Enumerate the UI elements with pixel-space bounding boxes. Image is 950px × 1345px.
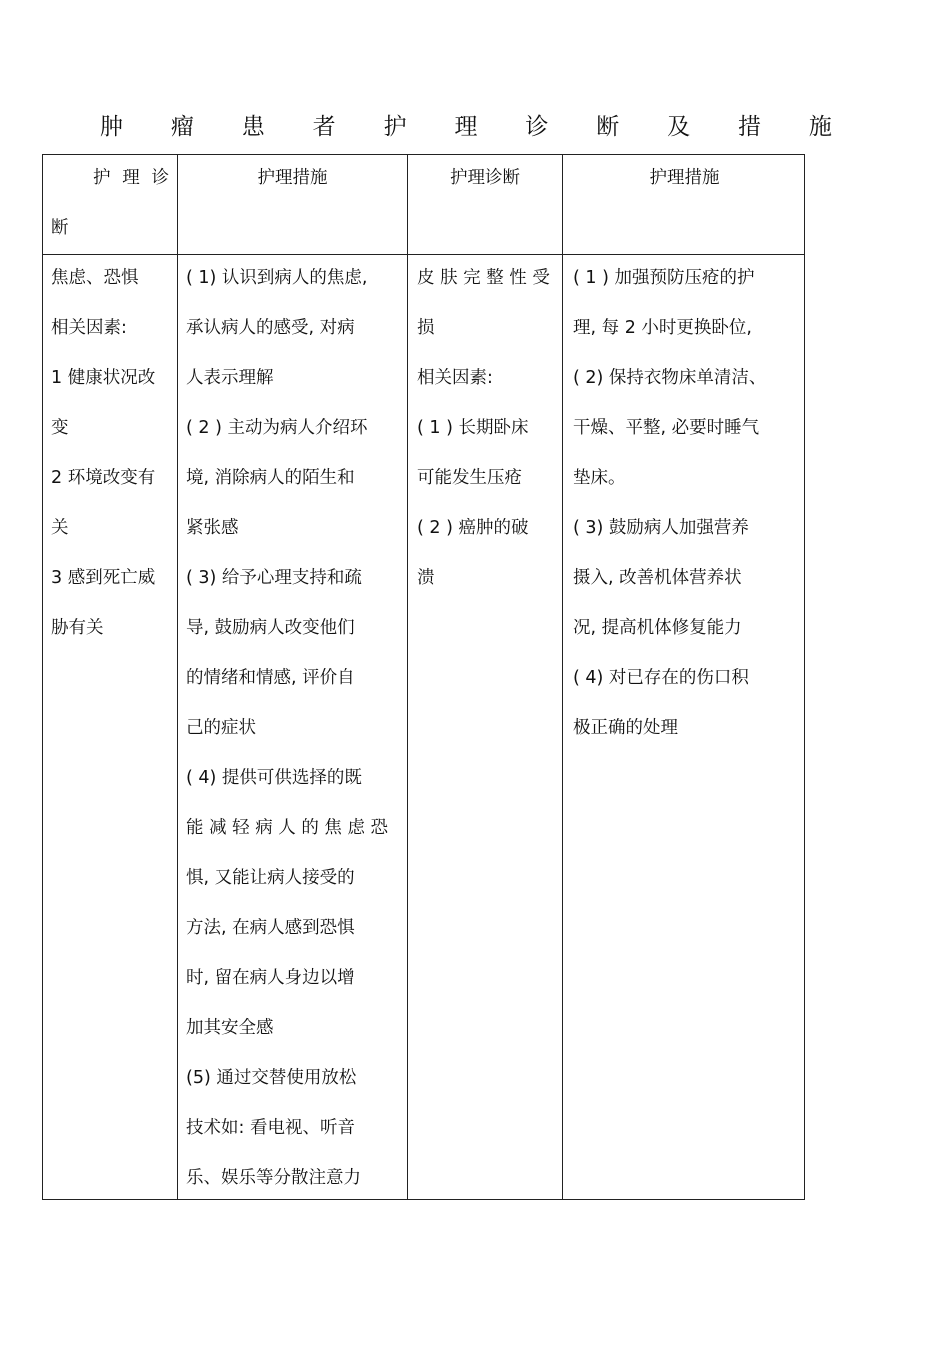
col3-line: 溃	[417, 568, 435, 588]
col1-line: 关	[51, 518, 69, 538]
col1-cell	[51, 253, 171, 653]
title-char: 施	[808, 114, 832, 140]
col1-line: 3 感到死亡威	[51, 568, 156, 588]
col3-line: 相关因素:	[417, 368, 493, 388]
title-char: 护	[383, 114, 407, 140]
col4-cell	[573, 253, 801, 753]
title-char: 瘤	[170, 114, 194, 140]
col4-line: 垫床。	[573, 468, 626, 488]
col3-line: ( 2 ) 癌肿的破	[417, 518, 529, 538]
col2-line: 时, 留在病人身边以增	[186, 968, 355, 988]
title-char: 肿	[100, 114, 123, 140]
header-col4: 护理措施	[649, 168, 720, 188]
col1-line: 变	[51, 418, 69, 438]
col4-line: 干燥、平整, 必要时睡气	[573, 418, 760, 438]
header-col2: 护理措施	[257, 168, 328, 188]
col2-line: 人表示理解	[186, 368, 274, 388]
header-col1-line: 断	[51, 218, 69, 238]
col3-line: 损	[417, 318, 435, 338]
header-col3: 护理诊断	[450, 168, 520, 188]
col3-cell	[417, 253, 557, 603]
col2-line: 技术如: 看电视、听音	[186, 1118, 355, 1138]
col2-line: 惧, 又能让病人接受的	[186, 868, 355, 888]
title-char: 患	[241, 114, 265, 140]
col4-line: ( 4) 对已存在的伤口积	[573, 668, 749, 688]
col2-line: ( 2 ) 主动为病人介绍环	[186, 418, 368, 438]
col2-line: 境, 消除病人的陌生和	[186, 468, 355, 488]
table-divider	[177, 155, 178, 1199]
col4-line: ( 1 ) 加强预防压疮的护	[573, 268, 755, 288]
col2-line: 的情绪和情感, 评价自	[186, 668, 355, 688]
col3-line: ( 1 ) 长期卧床	[417, 418, 529, 438]
col4-line: ( 2) 保持衣物床单清洁、	[573, 368, 767, 388]
header-col1-line: 护 理 诊	[93, 168, 169, 188]
document-title	[100, 112, 832, 142]
col4-line: 摄入, 改善机体营养状	[573, 568, 742, 588]
title-char: 措	[738, 114, 762, 140]
table-divider	[562, 155, 563, 1199]
col2-line: ( 1) 认识到病人的焦虑,	[186, 268, 368, 288]
col3-line: 可能发生压疮	[417, 468, 522, 488]
col4-line: 况, 提高机体修复能力	[573, 618, 742, 638]
col1-line: 1 健康状况改	[51, 368, 156, 388]
nursing-table	[42, 154, 805, 1200]
col1-line: 2 环境改变有	[51, 468, 156, 488]
title-char: 诊	[525, 114, 549, 140]
col2-cell	[186, 253, 401, 1203]
title-char: 者	[312, 114, 336, 140]
header-col1	[51, 153, 169, 253]
table-divider	[407, 155, 408, 1199]
col2-line: ( 4) 提供可供选择的既	[186, 768, 362, 788]
col2-line: 紧张感	[186, 518, 239, 538]
col2-line: 能 减 轻 病 人 的 焦 虑 恐	[186, 818, 389, 838]
col1-line: 相关因素:	[51, 318, 127, 338]
col4-line: 极正确的处理	[573, 718, 678, 738]
col2-line: 加其安全感	[186, 1018, 274, 1038]
col4-line: 理, 每 2 小时更换卧位,	[573, 318, 752, 338]
col4-line: ( 3) 鼓励病人加强营养	[573, 518, 749, 538]
col2-line: 己的症状	[186, 718, 256, 738]
col2-line: 乐、娱乐等分散注意力	[186, 1168, 361, 1188]
col2-line: 承认病人的感受, 对病	[186, 318, 355, 338]
col3-line: 皮 肤 完 整 性 受	[417, 268, 550, 288]
col2-line: 导, 鼓励病人改变他们	[186, 618, 355, 638]
title-char: 理	[454, 114, 478, 140]
col2-line: (5) 通过交替使用放松	[186, 1068, 357, 1088]
col2-line: 方法, 在病人感到恐惧	[186, 918, 355, 938]
col2-line: ( 3) 给予心理支持和疏	[186, 568, 362, 588]
title-char: 断	[596, 114, 620, 140]
col1-line: 焦虑、恐惧	[51, 268, 139, 288]
col1-line: 胁有关	[51, 618, 104, 638]
title-char: 及	[667, 114, 691, 140]
